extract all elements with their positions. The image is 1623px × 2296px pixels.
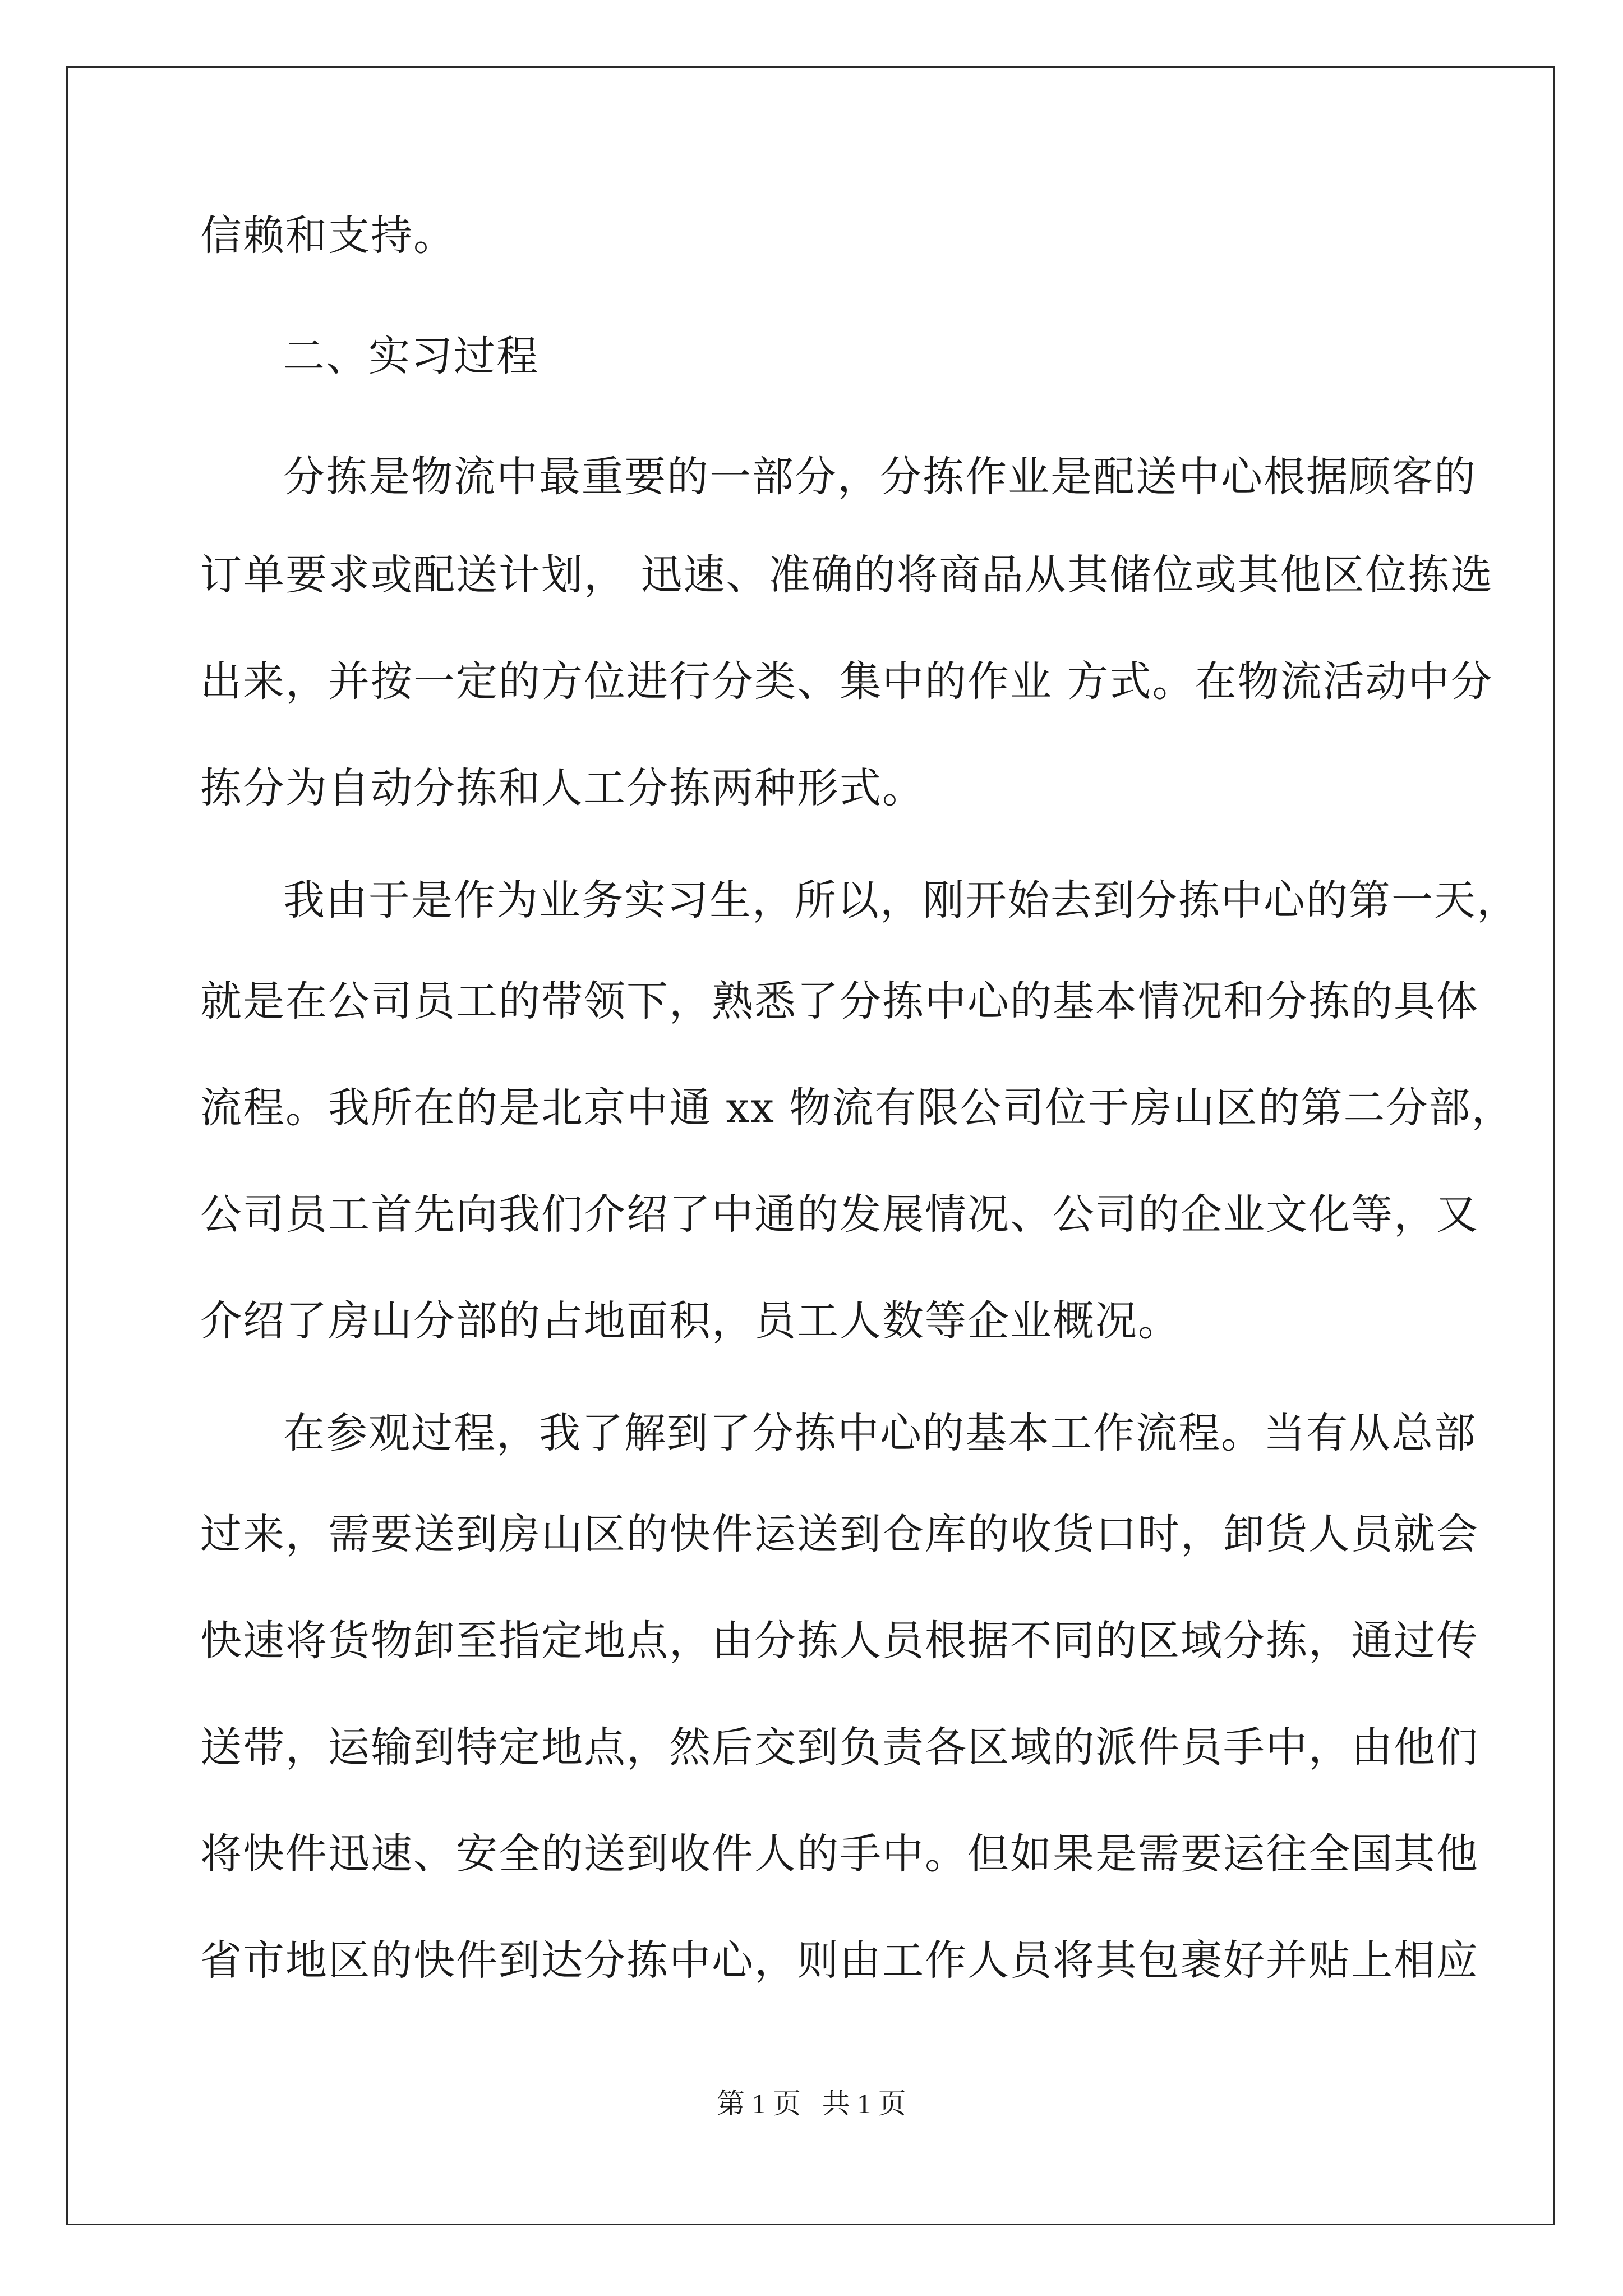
text-line: 分拣是物流中最重要的一部分，分拣作业是配送中心根据顾客的	[283, 453, 1477, 501]
text-line: 订单要求或配送计划， 迅速、准确的将商品从其储位或其他区位拣选	[200, 551, 1493, 599]
text-line: 就是在公司员工的带领下，熟悉了分拣中心的基本情况和分拣的具体	[200, 977, 1479, 1025]
text-line: 将快件迅速、安全的送到收件人的手中。但如果是需要运往全国其他	[200, 1830, 1479, 1878]
text-line: 快速将货物卸至指定地点，由分拣人员根据不同的区域分拣，通过传	[200, 1617, 1479, 1665]
page-number-footer: 第 1 页 共 1 页	[717, 2088, 906, 2119]
text-line: 流程。我所在的是北京中通 xx 物流有限公司位于房山区的第二分部，	[200, 1084, 1514, 1132]
page-border	[66, 66, 1555, 2225]
text-line: 公司员工首先向我们介绍了中通的发展情况、公司的企业文化等，又	[200, 1190, 1479, 1239]
text-line: 在参观过程，我了解到了分拣中心的基本工作流程。当有从总部	[283, 1409, 1477, 1457]
text-line: 送带，运输到特定地点，然后交到负责各区域的派件员手中，由他们	[200, 1723, 1479, 1772]
text-line: 介绍了房山分部的占地面积，员工人数等企业概况。	[200, 1297, 1181, 1345]
text-line: 出来，并按一定的方位进行分类、集中的作业 方式。在物流活动中分	[200, 657, 1493, 706]
text-line: 拣分为自动分拣和人工分拣两种形式。	[200, 764, 925, 812]
text-line: 我由于是作为业务实习生，所以，刚开始去到分拣中心的第一天，	[283, 876, 1519, 924]
text-line: 过来，需要送到房山区的快件运送到仓库的收货口时，卸货人员就会	[200, 1510, 1479, 1558]
section-heading: 二、实习过程	[283, 332, 539, 380]
text-line: 信赖和支持。	[200, 211, 456, 260]
text-line: 省市地区的快件到达分拣中心，则由工作人员将其包裹好并贴上相应	[200, 1936, 1479, 1985]
